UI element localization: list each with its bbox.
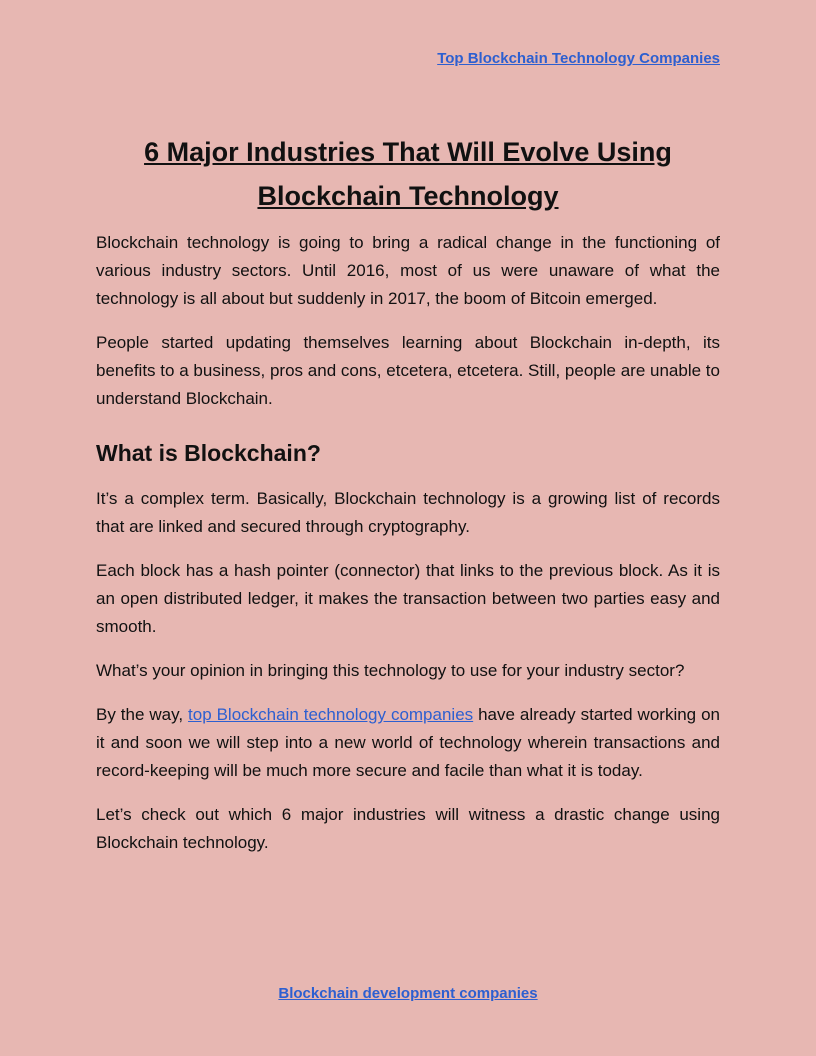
intro-paragraph-2: People started updating themselves learning about Blockchain in-depth, its benefits to a business, pros and cons, etcetera, etcetera. Still, people are unable to understand Blockchain. [96, 333, 720, 408]
article-body [96, 229, 720, 873]
section-paragraph-4 [96, 701, 720, 785]
intro-paragraph-1: Blockchain technology is going to bring a radical change in the functioning of various industry sectors. Until 2016, most of us were unaware of what the technology is all about but suddenly in 2017, the boom of Bitcoin emerged. [96, 233, 720, 308]
link-paragraph-after: have already started working on it and soon we will step into a new world of technology wherein transactions and record-keeping will be much more secure and facile than what it is today. [96, 705, 720, 780]
inline-companies-link[interactable]: top Blockchain technology companies [188, 705, 474, 724]
footer-link[interactable]: Blockchain development companies [278, 985, 538, 1002]
section-paragraph-3: What’s your opinion in bringing this technology to use for your industry sector? [96, 661, 685, 680]
section-heading: What is Blockchain? [96, 440, 321, 466]
section-paragraph-1: It’s a complex term. Basically, Blockchain technology is a growing list of records that are linked and secured through cryptography. [96, 489, 720, 536]
footer [96, 985, 720, 1002]
page-title: 6 Major Industries That Will Evolve Using Blockchain Technology [144, 137, 672, 211]
header-link[interactable]: Top Blockchain Technology Companies [437, 50, 720, 67]
document-page [96, 0, 720, 1056]
section-paragraph-2: Each block has a hash pointer (connector) that links to the previous block. As it is an open distributed ledger, it makes the transaction between two parties easy and smooth. [96, 561, 720, 636]
closing-paragraph: Let’s check out which 6 major industries will witness a drastic change using Blockchain technology. [96, 805, 720, 852]
link-paragraph-before: By the way, [96, 705, 189, 724]
